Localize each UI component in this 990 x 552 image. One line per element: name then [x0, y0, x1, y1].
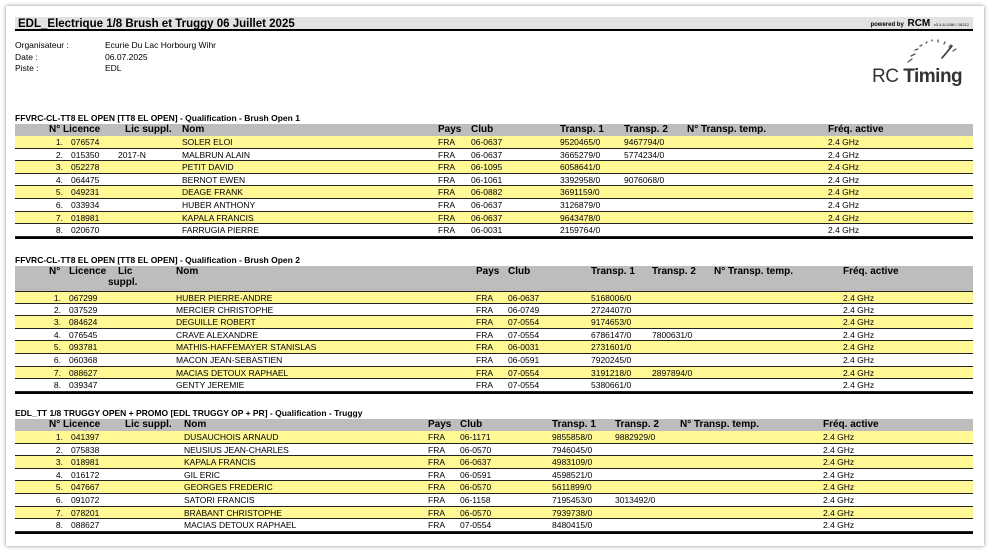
date-row: [15, 52, 216, 64]
row-transp1: 7939738/0: [552, 507, 593, 518]
row-num: 6.: [55, 494, 63, 505]
table-row: [15, 367, 973, 380]
table-row: [15, 494, 973, 507]
row-transp1: 2731601/0: [591, 342, 632, 353]
row-nom: NEUSIUS JEAN-CHARLES: [184, 444, 289, 455]
results-sheet: [6, 6, 984, 546]
col-header-transp2: Transp. 2: [624, 124, 668, 135]
row-pays: FRA: [438, 225, 455, 236]
table-row: [15, 481, 973, 494]
row-freq: 2.4 GHz: [828, 225, 860, 236]
row-pays: FRA: [476, 329, 493, 340]
col-header-num: N°: [49, 124, 61, 135]
row-licence: 088627: [71, 520, 100, 531]
row-nom: HUBER ANTHONY: [182, 199, 256, 210]
row-licence: 075838: [71, 444, 100, 455]
row-transp1: 9855858/0: [552, 432, 593, 442]
results-section-3: [15, 408, 973, 534]
row-club: 07-0554: [508, 329, 540, 340]
row-num: 5.: [55, 187, 63, 198]
row-nom: PETIT DAVID: [182, 162, 234, 173]
col-header-pays: Pays: [428, 419, 452, 430]
row-club: 06-0882: [471, 187, 503, 198]
col-header-club: Club: [471, 124, 494, 135]
section-title: EDL_TT 1/8 TRUGGY OPEN + PROMO [EDL TRUGGY OP + PR] - Qualification - Truggy: [15, 408, 363, 418]
row-transp1: 3392958/0: [560, 174, 601, 185]
row-freq: 2.4 GHz: [823, 520, 855, 531]
row-transp1: 3126879/0: [560, 199, 601, 210]
row-num: 7.: [55, 507, 63, 518]
col-header-lic-suppl: Lic suppl.: [125, 124, 172, 135]
row-licence: 091072: [71, 494, 100, 505]
row-pays: FRA: [438, 199, 455, 210]
row-licence: 076545: [69, 329, 98, 340]
row-transp1: 2159764/0: [560, 225, 601, 236]
row-pays: FRA: [438, 162, 455, 173]
row-nom: KAPALA FRANCIS: [182, 212, 254, 223]
row-num: 4.: [53, 329, 61, 340]
row-club: 06-0749: [508, 304, 540, 315]
section-title: FFVRC-CL-TT8 EL OPEN [TT8 EL OPEN] - Qualification - Brush Open 1: [15, 113, 300, 123]
row-num: 6.: [55, 199, 63, 210]
row-num: 7.: [55, 212, 63, 223]
row-freq: 2.4 GHz: [843, 293, 875, 303]
row-pays: FRA: [476, 342, 493, 353]
table-row: [15, 507, 973, 520]
row-licence: 016172: [71, 469, 100, 480]
row-club: 06-0591: [508, 354, 540, 365]
row-pays: FRA: [428, 507, 445, 518]
table-row: [15, 431, 973, 444]
row-num: 3.: [55, 457, 63, 468]
row-freq: 2.4 GHz: [823, 469, 855, 480]
table-row: [15, 456, 973, 469]
col-header-transp2: Transp. 2: [652, 266, 696, 277]
organisateur-value: Ecurie Du Lac Horbourg Wihr: [105, 40, 217, 50]
row-pays: FRA: [476, 354, 493, 365]
col-header-transp1: Transp. 1: [591, 266, 635, 277]
row-pays: FRA: [476, 304, 493, 315]
rcm-label: RCM: [907, 18, 931, 29]
date-label: Date :: [15, 51, 38, 62]
row-nom: MERCIER CHRISTOPHE: [176, 304, 274, 315]
section-title: FFVRC-CL-TT8 EL OPEN [TT8 EL OPEN] - Qualification - Brush Open 2: [15, 255, 300, 265]
col-header-freq: Fréq. active: [823, 419, 879, 430]
row-licence: 018981: [71, 457, 100, 468]
row-freq: 2.4 GHz: [828, 174, 860, 185]
logo-text: [872, 66, 962, 88]
row-nom: KAPALA FRANCIS: [184, 457, 256, 468]
col-header-transp1: Transp. 1: [552, 419, 596, 430]
row-pays: FRA: [476, 293, 493, 303]
row-pays: FRA: [428, 494, 445, 505]
row-freq: 2.4 GHz: [843, 317, 875, 328]
row-club: 06-0637: [471, 149, 503, 160]
col-header-lic-suppl-line1: Lic: [118, 266, 133, 277]
row-transp1: 2724407/0: [591, 304, 632, 315]
row-pays: FRA: [428, 432, 445, 442]
row-pays: FRA: [438, 174, 455, 185]
row-nom: SATORI FRANCIS: [184, 494, 255, 505]
row-freq: 2.4 GHz: [828, 212, 860, 223]
row-freq: 2.4 GHz: [843, 380, 875, 391]
row-licence: 093781: [69, 342, 98, 353]
col-header-num: N°: [49, 419, 61, 430]
table-row: [15, 186, 973, 199]
row-licence: 052278: [71, 162, 100, 173]
row-licence: 020670: [71, 225, 100, 236]
col-header-num: N°: [49, 266, 61, 277]
col-header-pays: Pays: [438, 124, 462, 135]
row-num: 6.: [53, 354, 61, 365]
row-freq: 2.4 GHz: [828, 149, 860, 160]
row-licence: 076574: [71, 137, 100, 147]
table-row: [15, 149, 973, 162]
row-freq: 2.4 GHz: [828, 162, 860, 173]
row-lic-suppl: 2017-N: [118, 149, 146, 160]
row-licence: 064475: [71, 174, 100, 185]
row-transp1: 4598521/0: [552, 469, 593, 480]
col-header-freq: Fréq. active: [843, 266, 899, 277]
row-licence: 049231: [71, 187, 100, 198]
row-club: 06-0637: [471, 199, 503, 210]
row-transp1: 6058641/0: [560, 162, 601, 173]
col-header-nom: Nom: [184, 419, 207, 430]
page-title: EDL_Electrique 1/8 Brush et Truggy 06 Juillet 2025: [18, 18, 295, 30]
row-nom: MACIAS DETOUX RAPHAEL: [176, 367, 289, 378]
row-transp1: 3191218/0: [591, 367, 632, 378]
row-nom: BERNOT EWEN: [182, 174, 246, 185]
row-num: 7.: [53, 367, 61, 378]
section-bottom-rule: [15, 532, 973, 534]
row-licence: 084624: [69, 317, 98, 328]
table-row: [15, 379, 973, 392]
row-pays: FRA: [438, 212, 455, 223]
row-licence: 078201: [71, 507, 100, 518]
row-pays: FRA: [438, 187, 455, 198]
col-header-club: Club: [508, 266, 531, 277]
row-num: 1.: [53, 293, 61, 303]
table-row: [15, 316, 973, 329]
row-num: 8.: [55, 520, 63, 531]
piste-row: [15, 63, 216, 75]
logo-rc: RC: [872, 66, 899, 87]
table-row: [15, 329, 973, 342]
row-transp2: 9076068/0: [624, 174, 665, 185]
col-header-lic-suppl: Lic suppl.: [125, 419, 172, 430]
row-licence: 039347: [69, 380, 98, 391]
row-nom: DEAGE FRANK: [182, 187, 243, 198]
col-header-licence: Licence: [63, 419, 101, 430]
row-nom: MACON JEAN-SEBASTIEN: [176, 354, 283, 365]
row-club: 06-0570: [460, 507, 492, 518]
row-freq: 2.4 GHz: [828, 187, 860, 198]
piste-value: EDL: [105, 63, 122, 73]
row-transp1: 5168006/0: [591, 293, 632, 303]
title-bar: [15, 17, 973, 31]
row-freq: 2.4 GHz: [843, 354, 875, 365]
table-row: [15, 136, 973, 149]
row-nom: CRAVE ALEXANDRE: [176, 329, 259, 340]
row-club: 06-0031: [471, 225, 503, 236]
table-row: [15, 224, 973, 237]
row-nom: GENTY JEREMIE: [176, 380, 245, 391]
row-transp1: 7195453/0: [552, 494, 593, 505]
rc-timing-logo: [872, 36, 968, 90]
row-licence: 037529: [69, 304, 98, 315]
row-num: 8.: [55, 225, 63, 236]
row-transp1: 9643478/0: [560, 212, 601, 223]
row-licence: 018981: [71, 212, 100, 223]
col-header-club: Club: [460, 419, 483, 430]
row-num: 2.: [55, 149, 63, 160]
powered-by-label: powered by: [870, 22, 904, 28]
organisateur-label: Organisateur :: [15, 40, 69, 50]
row-num: 3.: [55, 162, 63, 173]
row-pays: FRA: [428, 520, 445, 531]
row-freq: 2.4 GHz: [843, 367, 875, 378]
row-licence: 060368: [69, 354, 98, 365]
table-row: [15, 161, 973, 174]
row-licence: 047667: [71, 482, 100, 493]
row-num: 8.: [53, 380, 61, 391]
row-transp1: 9520465/0: [560, 137, 601, 147]
row-nom: FARRUGIA PIERRE: [182, 225, 259, 236]
row-num: 5.: [55, 482, 63, 493]
row-freq: 2.4 GHz: [823, 432, 855, 442]
row-freq: 2.4 GHz: [843, 329, 875, 340]
section-bottom-rule: [15, 237, 973, 239]
row-num: 5.: [53, 342, 61, 353]
col-header-transp1: Transp. 1: [560, 124, 604, 135]
row-num: 3.: [53, 317, 61, 328]
row-transp1: 5380661/0: [591, 380, 632, 391]
row-transp1: 3665279/0: [560, 149, 601, 160]
row-club: 06-0637: [508, 293, 540, 303]
row-club: 06-0637: [471, 137, 503, 147]
table-header: [15, 124, 973, 136]
row-nom: HUBER PIERRE-ANDRE: [176, 293, 273, 303]
row-club: 06-0637: [471, 212, 503, 223]
row-pays: FRA: [428, 457, 445, 468]
row-licence: 041397: [71, 432, 100, 442]
row-nom: BRABANT CHRISTOPHE: [184, 507, 282, 518]
row-club: 06-1095: [471, 162, 503, 173]
row-freq: 2.4 GHz: [843, 342, 875, 353]
row-nom: GIL ERIC: [184, 469, 221, 480]
row-pays: FRA: [476, 380, 493, 391]
row-nom: DUSAUCHOIS ARNAUD: [184, 432, 279, 442]
col-header-licence: Licence: [69, 266, 107, 277]
col-header-nom: Nom: [176, 266, 199, 277]
row-nom: GEORGES FREDERIC: [184, 482, 273, 493]
row-nom: SOLER ELOI: [182, 137, 233, 147]
row-transp1: 5611899/0: [552, 482, 592, 493]
row-club: 06-0570: [460, 482, 492, 493]
row-licence: 015350: [71, 149, 100, 160]
row-club: 07-0554: [460, 520, 492, 531]
col-header-transp-temp: N° Transp. temp.: [680, 419, 760, 430]
row-transp2: 7800631/0: [652, 329, 693, 340]
row-pays: FRA: [476, 317, 493, 328]
table-row: [15, 519, 973, 532]
row-transp2: 3013492/0: [615, 494, 656, 505]
row-club: 07-0554: [508, 380, 540, 391]
table-header: [15, 266, 973, 291]
row-club: 07-0554: [508, 317, 540, 328]
row-pays: FRA: [438, 137, 455, 147]
table-row: [15, 444, 973, 457]
row-nom: MALBRUN ALAIN: [182, 149, 251, 160]
row-transp2: 9467794/0: [624, 137, 665, 147]
results-section-2: [15, 255, 973, 394]
table-row: [15, 212, 973, 225]
table-row: [15, 174, 973, 187]
row-pays: FRA: [428, 444, 445, 455]
piste-label: Piste :: [15, 63, 39, 73]
row-freq: 2.4 GHz: [823, 444, 855, 455]
row-transp2: 9882929/0: [615, 432, 656, 442]
row-transp1: 6786147/0: [591, 329, 632, 340]
row-pays: FRA: [438, 149, 455, 160]
row-transp2: 5774234/0: [624, 149, 665, 160]
col-header-pays: Pays: [476, 266, 500, 277]
col-header-licence: Licence: [63, 124, 101, 135]
row-num: 1.: [55, 137, 63, 147]
row-transp2: 2897894/0: [652, 367, 693, 378]
row-licence: 033934: [71, 199, 100, 210]
row-club: 06-0637: [460, 457, 492, 468]
row-licence: 088627: [69, 367, 98, 378]
table-row: [15, 341, 973, 354]
row-pays: FRA: [428, 482, 445, 493]
row-freq: 2.4 GHz: [823, 507, 855, 518]
col-header-freq: Fréq. active: [828, 124, 884, 135]
col-header-nom: Nom: [182, 124, 205, 135]
row-club: 06-1061: [471, 174, 503, 185]
organisateur-row: [15, 40, 216, 52]
row-freq: 2.4 GHz: [843, 304, 875, 315]
row-transp1: 9174653/0: [591, 317, 632, 328]
table-row: [15, 469, 973, 482]
stopwatch-dial-icon: [902, 36, 958, 66]
row-nom: MACIAS DETOUX RAPHAEL: [184, 520, 297, 531]
row-transp1: 3691159/0: [560, 187, 600, 198]
table-header: [15, 419, 973, 431]
table-row: [15, 354, 973, 367]
row-licence: 067299: [69, 293, 98, 303]
row-club: 06-1158: [460, 494, 491, 505]
row-num: 4.: [55, 174, 63, 185]
table-row: [15, 199, 973, 212]
row-num: 2.: [55, 444, 63, 455]
version-label: v3.4.6.1198 / 16212: [933, 22, 969, 27]
row-club: 06-0031: [508, 342, 540, 353]
logo-timing: Timing: [903, 66, 963, 87]
row-nom: DEGUILLE ROBERT: [176, 317, 256, 328]
row-club: 06-0570: [460, 444, 492, 455]
row-club: 07-0554: [508, 367, 540, 378]
col-header-transp-temp: N° Transp. temp.: [687, 124, 767, 135]
row-club: 06-0591: [460, 469, 492, 480]
row-transp1: 7920245/0: [591, 354, 632, 365]
row-freq: 2.4 GHz: [823, 457, 855, 468]
row-num: 2.: [53, 304, 61, 315]
results-section-1: [15, 113, 973, 239]
date-value: 06.07.2025: [105, 51, 148, 62]
row-club: 06-1171: [460, 432, 491, 442]
table-row: [15, 304, 973, 317]
row-freq: 2.4 GHz: [823, 494, 855, 505]
section-bottom-rule: [15, 392, 973, 394]
row-freq: 2.4 GHz: [828, 137, 860, 147]
row-pays: FRA: [476, 367, 493, 378]
powered-by: [870, 18, 969, 31]
row-freq: 2.4 GHz: [828, 199, 860, 210]
row-num: 4.: [55, 469, 63, 480]
row-transp1: 7946045/0: [552, 444, 593, 455]
col-header-lic-suppl-line2: suppl.: [108, 277, 138, 288]
table-row: [15, 291, 973, 304]
row-freq: 2.4 GHz: [823, 482, 855, 493]
row-pays: FRA: [428, 469, 445, 480]
row-transp1: 4983109/0: [552, 457, 593, 468]
event-info: [15, 40, 216, 75]
col-header-transp-temp: N° Transp. temp.: [714, 266, 794, 277]
col-header-transp2: Transp. 2: [615, 419, 659, 430]
row-nom: MATHIS-HAFFEMAYER STANISLAS: [176, 342, 317, 353]
row-transp1: 8480415/0: [552, 520, 593, 531]
row-num: 1.: [55, 432, 63, 442]
